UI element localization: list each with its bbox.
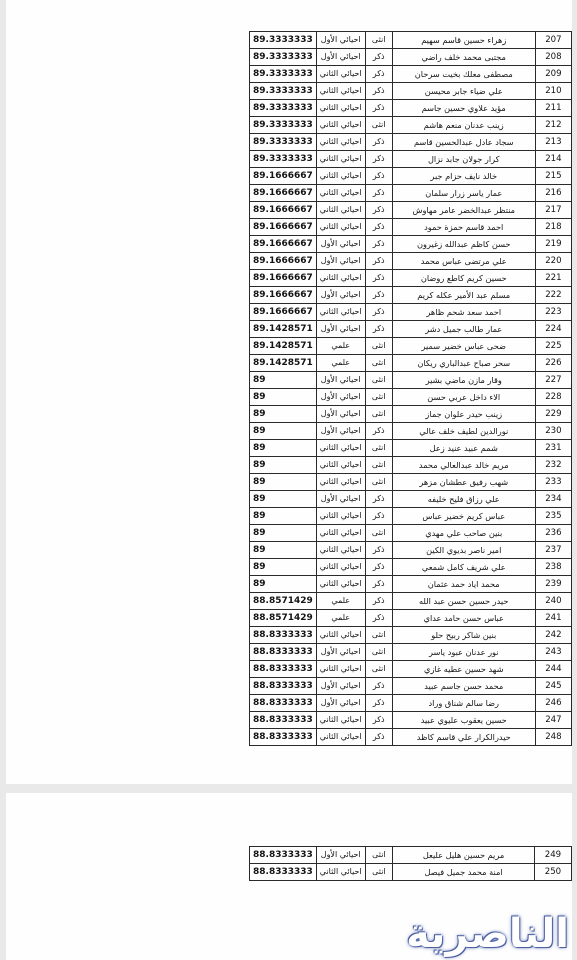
student-name-cell: خالد نايف حزام جبر (392, 168, 535, 185)
table-row (250, 491, 572, 508)
average-cell: 89 (250, 457, 317, 474)
results-table-body (250, 32, 572, 746)
student-name-cell: مسلم عبد الأمير عكله كريم (392, 287, 535, 304)
results-table (249, 31, 572, 746)
branch-cell: احيائي الثاني (316, 219, 365, 236)
average-cell: 89 (250, 508, 317, 525)
student-name-cell: عباس حسن حامد عداي (392, 610, 535, 627)
average-cell: 89 (250, 372, 317, 389)
branch-cell: احيائي الأول (316, 49, 365, 66)
student-name-cell: عمار طالب جميل دشر (392, 321, 535, 338)
average-cell: 89.1666667 (250, 253, 317, 270)
branch-cell: احيائي الثاني (316, 304, 365, 321)
row-number-cell: 207 (535, 32, 571, 49)
row-number-cell: 229 (535, 406, 571, 423)
gender-cell: ذكر (365, 168, 392, 185)
average-cell: 88.8333333 (250, 695, 317, 712)
average-cell: 89.3333333 (250, 49, 317, 66)
student-name-cell: حيدرالكرار علي قاسم كاظد (392, 729, 535, 746)
table-row (250, 253, 572, 270)
row-number-cell: 218 (535, 219, 571, 236)
branch-cell: احيائي الثاني (316, 457, 365, 474)
table-row (250, 406, 572, 423)
branch-cell: احيائي الثاني (316, 542, 365, 559)
branch-cell: احيائي الثاني (316, 100, 365, 117)
student-name-cell: بنين شاكر ربيح حلو (392, 627, 535, 644)
row-number-cell: 223 (535, 304, 571, 321)
row-number-cell: 241 (535, 610, 571, 627)
table-row (250, 32, 572, 49)
row-number-cell: 215 (535, 168, 571, 185)
row-number-cell: 234 (535, 491, 571, 508)
average-cell: 89.1428571 (250, 355, 317, 372)
gender-cell: ذكر (365, 593, 392, 610)
student-name-cell: كرار جولان جابد نزال (392, 151, 535, 168)
row-number-cell: 210 (535, 83, 571, 100)
average-cell: 89 (250, 440, 317, 457)
table-row (250, 593, 572, 610)
student-name-cell: ضحى عباس خضير سمير (392, 338, 535, 355)
average-cell: 89 (250, 423, 317, 440)
table-row (250, 355, 572, 372)
branch-cell: احيائي الأول (316, 491, 365, 508)
gender-cell: انثى (365, 627, 392, 644)
table-row (250, 847, 572, 864)
branch-cell: احيائي الأول (316, 389, 365, 406)
branch-cell: احيائي الأول (316, 678, 365, 695)
gender-cell: ذكر (365, 219, 392, 236)
table-row (250, 644, 572, 661)
table-row (250, 372, 572, 389)
branch-cell: احيائي الثاني (316, 576, 365, 593)
branch-cell: احيائي الثاني (316, 134, 365, 151)
student-name-cell: منتظر عبدالخضر عامر مهاوش (392, 202, 535, 219)
table-row (250, 542, 572, 559)
table-row (250, 66, 572, 83)
table-row (250, 338, 572, 355)
average-cell: 88.8333333 (250, 864, 317, 881)
student-name-cell: محمد حسن جاسم عبيد (392, 678, 535, 695)
branch-cell: احيائي الثاني (316, 83, 365, 100)
table-row (250, 168, 572, 185)
branch-cell: علمي (316, 338, 365, 355)
student-name-cell: حسن كاظم عبدالله زغيرون (392, 236, 535, 253)
branch-cell: احيائي الأول (316, 287, 365, 304)
branch-cell: احيائي الأول (316, 372, 365, 389)
row-number-cell: 228 (535, 389, 571, 406)
average-cell: 89.1666667 (250, 202, 317, 219)
branch-cell: احيائي الأول (316, 32, 365, 49)
student-name-cell: مريم حسين هليل عليعل (393, 847, 535, 864)
branch-cell: احيائي الثاني (316, 168, 365, 185)
table-row (250, 100, 572, 117)
table-row (250, 287, 572, 304)
gender-cell: انثى (365, 32, 392, 49)
table-row (250, 695, 572, 712)
branch-cell: علمي (316, 610, 365, 627)
average-cell: 89.1666667 (250, 287, 317, 304)
student-name-cell: امنة محمد جميل فيصل (393, 864, 535, 881)
table-row (250, 576, 572, 593)
student-name-cell: وقار مازن ماضي بشير (392, 372, 535, 389)
gender-cell: ذكر (365, 83, 392, 100)
average-cell: 88.8571429 (250, 593, 317, 610)
student-name-cell: علي شريف كامل شمعي (392, 559, 535, 576)
student-name-cell: شهد حسين عطيه غازي (392, 661, 535, 678)
gender-cell: ذكر (365, 49, 392, 66)
row-number-cell: 213 (535, 134, 571, 151)
student-name-cell: امير ناصر بديوي الكين (392, 542, 535, 559)
average-cell: 89.3333333 (250, 151, 317, 168)
average-cell: 89.3333333 (250, 83, 317, 100)
row-number-cell: 219 (535, 236, 571, 253)
student-name-cell: عباس كريم خضير عباس (392, 508, 535, 525)
table-row (250, 610, 572, 627)
table-row (250, 525, 572, 542)
average-cell: 89 (250, 474, 317, 491)
branch-cell: احيائي الثاني (316, 525, 365, 542)
row-number-cell: 235 (535, 508, 571, 525)
average-cell: 88.8571429 (250, 610, 317, 627)
student-name-cell: علي مرتضى عباس محمد (392, 253, 535, 270)
gender-cell: ذكر (365, 202, 392, 219)
gender-cell: انثى (365, 406, 392, 423)
gender-cell: ذكر (365, 695, 392, 712)
row-number-cell: 246 (535, 695, 571, 712)
table-row (250, 321, 572, 338)
gender-cell: انثى (365, 525, 392, 542)
row-number-cell: 248 (535, 729, 571, 746)
student-name-cell: علي ضياء جابر محيسن (392, 83, 535, 100)
row-number-cell: 240 (535, 593, 571, 610)
row-number-cell: 236 (535, 525, 571, 542)
row-number-cell: 238 (535, 559, 571, 576)
row-number-cell: 242 (535, 627, 571, 644)
gender-cell: انثى (365, 661, 392, 678)
student-name-cell: زينب عدنان منعم هاشم (392, 117, 535, 134)
branch-cell: احيائي الثاني (316, 729, 365, 746)
results-table-body (250, 847, 572, 881)
average-cell: 89.1666667 (250, 270, 317, 287)
branch-cell: احيائي الثاني (316, 440, 365, 457)
student-name-cell: علي رزاق فليح خليفه (392, 491, 535, 508)
student-name-cell: نورالدين لطيف خلف عالي (392, 423, 535, 440)
row-number-cell: 247 (535, 712, 571, 729)
branch-cell: احيائي الثاني (316, 508, 365, 525)
student-name-cell: عمار ياسر زرار سلمان (392, 185, 535, 202)
gender-cell: انثى (365, 338, 392, 355)
table-row (250, 864, 572, 881)
student-name-cell: رضا سالم شناق وراد (392, 695, 535, 712)
row-number-cell: 243 (535, 644, 571, 661)
branch-cell: احيائي الثاني (316, 202, 365, 219)
table-row (250, 729, 572, 746)
student-name-cell: احمد سعد شحم ظاهر (392, 304, 535, 321)
table-row (250, 49, 572, 66)
student-name-cell: محمد اياد حمد عثمان (392, 576, 535, 593)
table-row (250, 219, 572, 236)
gender-cell: انثى (365, 355, 392, 372)
table-row (250, 712, 572, 729)
branch-cell: احيائي الثاني (316, 661, 365, 678)
student-name-cell: زينب حيدر علوان جماز (392, 406, 535, 423)
average-cell: 89.3333333 (250, 117, 317, 134)
branch-cell: احيائي الأول (316, 695, 365, 712)
average-cell: 88.8333333 (250, 627, 317, 644)
branch-cell: احيائي الأول (316, 253, 365, 270)
table-row (250, 202, 572, 219)
branch-cell: احيائي الثاني (316, 117, 365, 134)
gender-cell: انثى (365, 847, 393, 864)
gender-cell: انثى (365, 474, 392, 491)
table-row (250, 508, 572, 525)
row-number-cell: 232 (535, 457, 571, 474)
student-name-cell: مؤيد علاوي حسين جاسم (392, 100, 535, 117)
table-row (250, 236, 572, 253)
gender-cell: ذكر (365, 542, 392, 559)
gender-cell: ذكر (365, 66, 392, 83)
row-number-cell: 212 (535, 117, 571, 134)
branch-cell: احيائي الثاني (316, 270, 365, 287)
gender-cell: ذكر (365, 151, 392, 168)
average-cell: 89 (250, 525, 317, 542)
average-cell: 89.1666667 (250, 168, 317, 185)
gender-cell: ذكر (365, 236, 392, 253)
table-row (250, 151, 572, 168)
average-cell: 89.3333333 (250, 134, 317, 151)
branch-cell: احيائي الثاني (316, 559, 365, 576)
table-row (250, 389, 572, 406)
average-cell: 89 (250, 389, 317, 406)
row-number-cell: 224 (535, 321, 571, 338)
gender-cell: ذكر (365, 678, 392, 695)
average-cell: 89 (250, 542, 317, 559)
average-cell: 89.1428571 (250, 338, 317, 355)
gender-cell: ذكر (365, 100, 392, 117)
average-cell: 89 (250, 559, 317, 576)
gender-cell: انثى (365, 117, 392, 134)
table-row (250, 627, 572, 644)
student-name-cell: زهراء حسين قاسم سهيم (392, 32, 535, 49)
gender-cell: ذكر (365, 610, 392, 627)
table-row (250, 457, 572, 474)
average-cell: 88.8333333 (250, 712, 317, 729)
branch-cell: علمي (316, 593, 365, 610)
student-name-cell: بنين صاحب علي مهدي (392, 525, 535, 542)
row-number-cell: 227 (535, 372, 571, 389)
row-number-cell: 250 (534, 864, 571, 881)
row-number-cell: 249 (534, 847, 571, 864)
branch-cell: احيائي الأول (316, 644, 365, 661)
student-name-cell: مصطفى معلك بخيت سرحان (392, 66, 535, 83)
student-name-cell: شمم عبيد عنيد زعل (392, 440, 535, 457)
row-number-cell: 244 (535, 661, 571, 678)
row-number-cell: 220 (535, 253, 571, 270)
row-number-cell: 222 (535, 287, 571, 304)
gender-cell: انثى (365, 440, 392, 457)
gender-cell: ذكر (365, 185, 392, 202)
gender-cell: ذكر (365, 508, 392, 525)
table-row (250, 83, 572, 100)
average-cell: 89.1666667 (250, 185, 317, 202)
gender-cell: ذكر (365, 423, 392, 440)
gender-cell: انثى (365, 389, 392, 406)
average-cell: 88.8333333 (250, 644, 317, 661)
branch-cell: علمي (316, 355, 365, 372)
gender-cell: ذكر (365, 134, 392, 151)
branch-cell: احيائي الثاني (316, 151, 365, 168)
table-row (250, 423, 572, 440)
branch-cell: احيائي الثاني (316, 474, 365, 491)
student-name-cell: مريم خالد عبدالعالي محمد (392, 457, 535, 474)
row-number-cell: 233 (535, 474, 571, 491)
student-name-cell: شهب رفيق عطشان مزهر (392, 474, 535, 491)
student-name-cell: الاء داخل عربي حسن (392, 389, 535, 406)
gender-cell: ذكر (365, 270, 392, 287)
average-cell: 89.3333333 (250, 32, 317, 49)
row-number-cell: 208 (535, 49, 571, 66)
row-number-cell: 226 (535, 355, 571, 372)
gender-cell: انثى (365, 372, 392, 389)
branch-cell: احيائي الثاني (316, 864, 365, 881)
branch-cell: احيائي الأول (316, 321, 365, 338)
gender-cell: ذكر (365, 576, 392, 593)
student-name-cell: نور عدنان عبود ياسر (392, 644, 535, 661)
student-name-cell: سجاد عادل عبدالحسين قاسم (392, 134, 535, 151)
table-row (250, 185, 572, 202)
branch-cell: احيائي الأول (316, 423, 365, 440)
student-name-cell: مجتبى محمد خلف راضي (392, 49, 535, 66)
branch-cell: احيائي الأول (316, 847, 365, 864)
student-name-cell: سحر صباح عبدالباري ريكان (392, 355, 535, 372)
row-number-cell: 231 (535, 440, 571, 457)
table-row (250, 440, 572, 457)
document-page-1 (6, 0, 572, 784)
average-cell: 88.8333333 (250, 678, 317, 695)
row-number-cell: 237 (535, 542, 571, 559)
student-name-cell: حسين يعقوب عليوي عبيد (392, 712, 535, 729)
average-cell: 89 (250, 491, 317, 508)
gender-cell: انثى (365, 644, 392, 661)
row-number-cell: 211 (535, 100, 571, 117)
table-row (250, 474, 572, 491)
average-cell: 89.3333333 (250, 66, 317, 83)
gender-cell: ذكر (365, 729, 392, 746)
row-number-cell: 225 (535, 338, 571, 355)
gender-cell: ذكر (365, 559, 392, 576)
row-number-cell: 214 (535, 151, 571, 168)
gender-cell: ذكر (365, 287, 392, 304)
gender-cell: ذكر (365, 321, 392, 338)
gender-cell: انثى (365, 864, 393, 881)
average-cell: 88.8333333 (250, 661, 317, 678)
average-cell: 89.1666667 (250, 236, 317, 253)
table-row (250, 270, 572, 287)
student-name-cell: حيدر حسين حسن عبد الله (392, 593, 535, 610)
table-row (250, 661, 572, 678)
row-number-cell: 245 (535, 678, 571, 695)
table-row (250, 134, 572, 151)
table-row (250, 559, 572, 576)
branch-cell: احيائي الثاني (316, 185, 365, 202)
gender-cell: ذكر (365, 304, 392, 321)
gender-cell: ذكر (365, 712, 392, 729)
average-cell: 89.1666667 (250, 219, 317, 236)
gender-cell: انثى (365, 457, 392, 474)
row-number-cell: 230 (535, 423, 571, 440)
student-name-cell: حسين كريم كاطع روضان (392, 270, 535, 287)
branch-cell: احيائي الأول (316, 236, 365, 253)
branch-cell: احيائي الأول (316, 406, 365, 423)
student-name-cell: احمد قاسم حمزة حمود (392, 219, 535, 236)
row-number-cell: 216 (535, 185, 571, 202)
table-row (250, 678, 572, 695)
average-cell: 88.8333333 (250, 729, 317, 746)
average-cell: 88.8333333 (250, 847, 317, 864)
average-cell: 89 (250, 576, 317, 593)
gender-cell: ذكر (365, 491, 392, 508)
watermark-logo: الناصرية (406, 911, 569, 957)
results-table-continued (249, 846, 572, 881)
row-number-cell: 217 (535, 202, 571, 219)
gender-cell: ذكر (365, 253, 392, 270)
table-row (250, 304, 572, 321)
branch-cell: احيائي الثاني (316, 712, 365, 729)
row-number-cell: 221 (535, 270, 571, 287)
average-cell: 89.3333333 (250, 100, 317, 117)
row-number-cell: 209 (535, 66, 571, 83)
branch-cell: احيائي الثاني (316, 66, 365, 83)
average-cell: 89 (250, 406, 317, 423)
average-cell: 89.1666667 (250, 304, 317, 321)
branch-cell: احيائي الثاني (316, 627, 365, 644)
table-row (250, 117, 572, 134)
row-number-cell: 239 (535, 576, 571, 593)
average-cell: 89.1428571 (250, 321, 317, 338)
